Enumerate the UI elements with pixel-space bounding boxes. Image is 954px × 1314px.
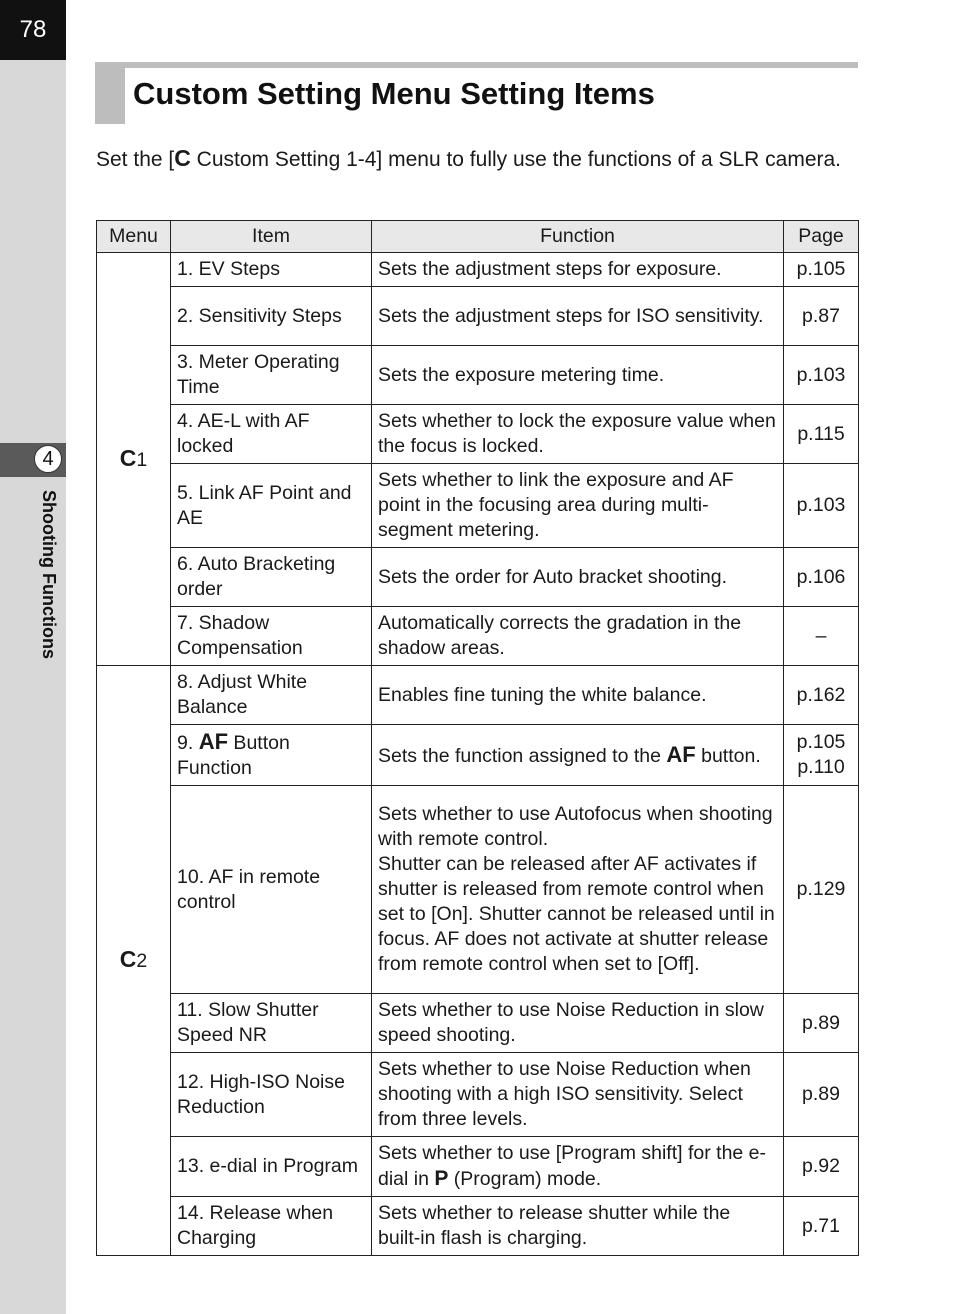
function-cell: Sets whether to release shutter while the built-in flash is charging. (372, 1197, 784, 1256)
table-row (97, 607, 859, 666)
function-cell: Sets whether to use Noise Reduction when shooting with a high ISO sensitivity. Select from three levels. (372, 1053, 784, 1137)
table-row (97, 666, 859, 725)
item-cell: 1. EV Steps (171, 253, 372, 287)
function-cell (372, 725, 784, 786)
page-cell: p.89 (784, 1053, 859, 1137)
page-cell: p.105 (784, 253, 859, 287)
function-cell: Sets the adjustment steps for ISO sensitivity. (372, 287, 784, 346)
table-row (97, 346, 859, 405)
page-cell: p.92 (784, 1137, 859, 1197)
function-cell: Enables fine tuning the white balance. (372, 666, 784, 725)
item-cell: 13. e-dial in Program (171, 1137, 372, 1197)
page-cell: p.103 (784, 464, 859, 548)
section-heading-bar (95, 62, 858, 124)
heading-block (95, 62, 125, 124)
table-row (97, 464, 859, 548)
page-cell: p.71 (784, 1197, 859, 1256)
chapter-number-badge: 4 (34, 445, 62, 473)
function-text-2: Shutter can be released after AF activates if shutter is released from remote control when set to [On]. Shutter cannot be released until in focus. AF does not activate at shutter release from remote control when set to [Off]. (378, 853, 775, 975)
table-row (97, 253, 859, 287)
heading-rule (95, 62, 858, 68)
menu-group-c1 (97, 253, 171, 666)
function-cell (372, 786, 784, 994)
page-cell: p.162 (784, 666, 859, 725)
function-cell: Sets the order for Auto bracket shooting. (372, 548, 784, 607)
intro-suffix: Custom Setting 1-4] menu to fully use the functions of a SLR camera. (190, 148, 842, 171)
table-row (97, 725, 859, 786)
function-prefix: Sets the function assigned to the (378, 744, 667, 767)
item-cell: 5. Link AF Point and AE (171, 464, 372, 548)
header-menu: Menu (97, 221, 171, 253)
af-button-icon: AF (198, 729, 229, 754)
item-cell: 8. Adjust White Balance (171, 666, 372, 725)
af-button-icon: AF (666, 741, 696, 767)
item-cell: 11. Slow Shutter Speed NR (171, 994, 372, 1053)
item-cell: 12. High-ISO Noise Reduction (171, 1053, 372, 1137)
page-cell: p.106 (784, 548, 859, 607)
menu-group-number: 1 (136, 448, 148, 471)
page-cell (784, 725, 859, 786)
item-cell: 7. Shadow Compensation (171, 607, 372, 666)
custom-setting-icon: C (119, 946, 137, 972)
table-row (97, 287, 859, 346)
function-prefix: Sets whether to use [Program shift] for the e-dial in (378, 1142, 767, 1190)
function-suffix: button. (695, 744, 761, 767)
custom-setting-icon: C (174, 145, 191, 171)
settings-table (96, 220, 859, 1256)
header-function: Function (372, 221, 784, 253)
item-prefix: 9. (177, 732, 199, 754)
program-mode-icon: P (434, 1167, 449, 1190)
item-cell: 6. Auto Bracketing order (171, 548, 372, 607)
table-row (97, 786, 859, 994)
menu-group-c2 (97, 666, 171, 1256)
table-row (97, 994, 859, 1053)
page-number: 78 (0, 0, 66, 60)
item-cell (171, 725, 372, 786)
table-row (97, 405, 859, 464)
page-cell: p.115 (784, 405, 859, 464)
item-cell: 3. Meter Operating Time (171, 346, 372, 405)
item-cell: 2. Sensitivity Steps (171, 287, 372, 346)
item-cell: 14. Release when Charging (171, 1197, 372, 1256)
function-text: Sets whether to use Autofocus when shooting with remote control. (378, 803, 773, 850)
table-row (97, 548, 859, 607)
custom-setting-icon: C (119, 444, 137, 471)
function-suffix: (Program) mode. (448, 1168, 602, 1190)
function-cell: Sets the exposure metering time. (372, 346, 784, 405)
function-cell: Automatically corrects the gradation in the shadow areas. (372, 607, 784, 666)
intro-paragraph (96, 144, 866, 174)
page-ref-2: p.110 (797, 756, 845, 778)
page-cell: p.129 (784, 786, 859, 994)
page-cell: – (784, 607, 859, 666)
intro-prefix: Set the [ (96, 148, 175, 171)
page-ref: p.105 (796, 731, 846, 753)
header-page: Page (784, 221, 859, 253)
chapter-title: Shooting Functions (39, 490, 59, 659)
menu-group-number: 2 (136, 950, 148, 972)
table-header-row (97, 221, 859, 253)
page-cell: p.87 (784, 287, 859, 346)
page-cell: p.103 (784, 346, 859, 405)
table-row (97, 1137, 859, 1197)
function-cell: Sets whether to use Noise Reduction in slow speed shooting. (372, 994, 784, 1053)
header-item: Item (171, 221, 372, 253)
page-cell: p.89 (784, 994, 859, 1053)
table-row (97, 1197, 859, 1256)
function-cell: Sets whether to lock the exposure value when the focus is locked. (372, 405, 784, 464)
table-row (97, 1053, 859, 1137)
function-cell (372, 1137, 784, 1197)
item-cell: 10. AF in remote control (171, 786, 372, 994)
page-title: Custom Setting Menu Setting Items (133, 76, 655, 111)
item-suffix: Button Function (177, 732, 290, 779)
function-cell: Sets whether to link the exposure and AF point in the focusing area during multi-segment metering. (372, 464, 784, 548)
function-cell: Sets the adjustment steps for exposure. (372, 253, 784, 287)
item-cell: 4. AE-L with AF locked (171, 405, 372, 464)
